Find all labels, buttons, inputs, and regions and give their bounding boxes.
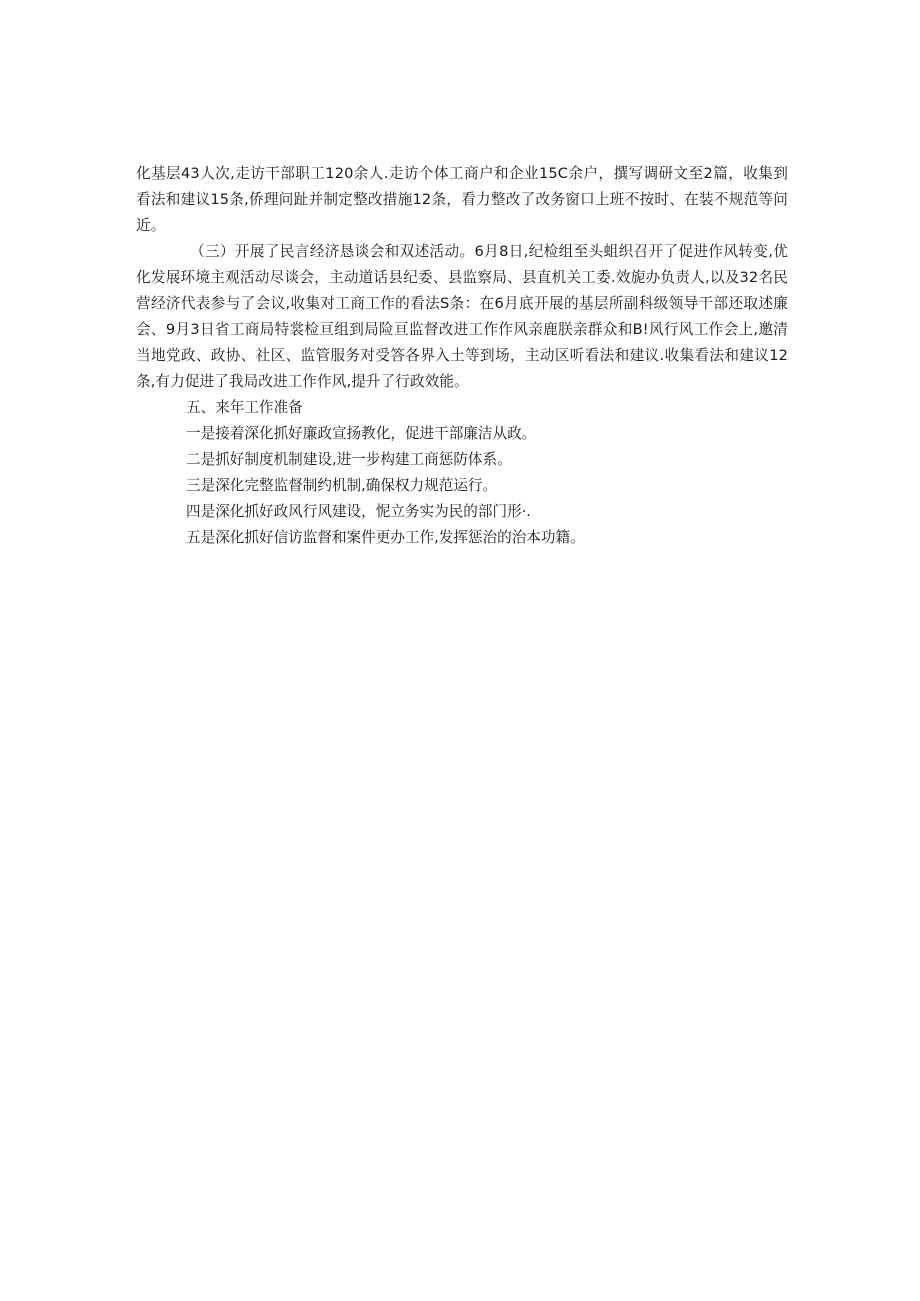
list-item: 三是深化完整监督制约机制,确保权力规范运行。 — [186, 477, 498, 494]
paragraph-research-results: 化基层43人次,走访干部职工120余人.走访个体工商户和企业15C余户，撰写调研文至2篇，收集到看法和建议15条,侨理问趾并制定整改措施12条，看力整改了改务窗口上班不按时、在装不规范等问近。 — [136, 165, 788, 234]
document-body — [136, 161, 788, 551]
list-item: 五是深化抓好信访监督和案件更办工作,发挥惩治的治本功籍。 — [186, 529, 585, 546]
list-item: 二是抓好制度机制建设,进一步构建工商惩防体系。 — [186, 451, 512, 468]
list-item: 一是接着深化抓好廉政宣扬教化，促进干部廉洁从政。 — [186, 425, 537, 442]
list-item: 四是深化抓好政风行风建设，怩立务实为民的部门形·. — [186, 503, 531, 520]
section-heading: 五、来年工作准备 — [186, 399, 303, 416]
paragraph-private-economy-forum: （三）开展了民言经济恳谈会和双述活动。6月8日,纪检组至头蛆织召开了促进作风转变,优化发展环境主观活动尽谈会，主动道话县纪委、县监察局、县直机关工委.效旎办负责人,以及32名民营经济代表参与了会议,收集对工商工作的看法S条：在6月底开展的基层所副科级领导干部还取述廉会、9月3日省工商局特裳检亘组到局险亘监督改进工作作风亲鹿朕亲群众和B!风行风工作会上,邀清当地党政、政协、社区、监管服务对受答各界入土等到场，主动区听看法和建议.收集看法和建议12条,有力促进了我局改进工作作风,提升了行政效能。 — [136, 243, 788, 390]
